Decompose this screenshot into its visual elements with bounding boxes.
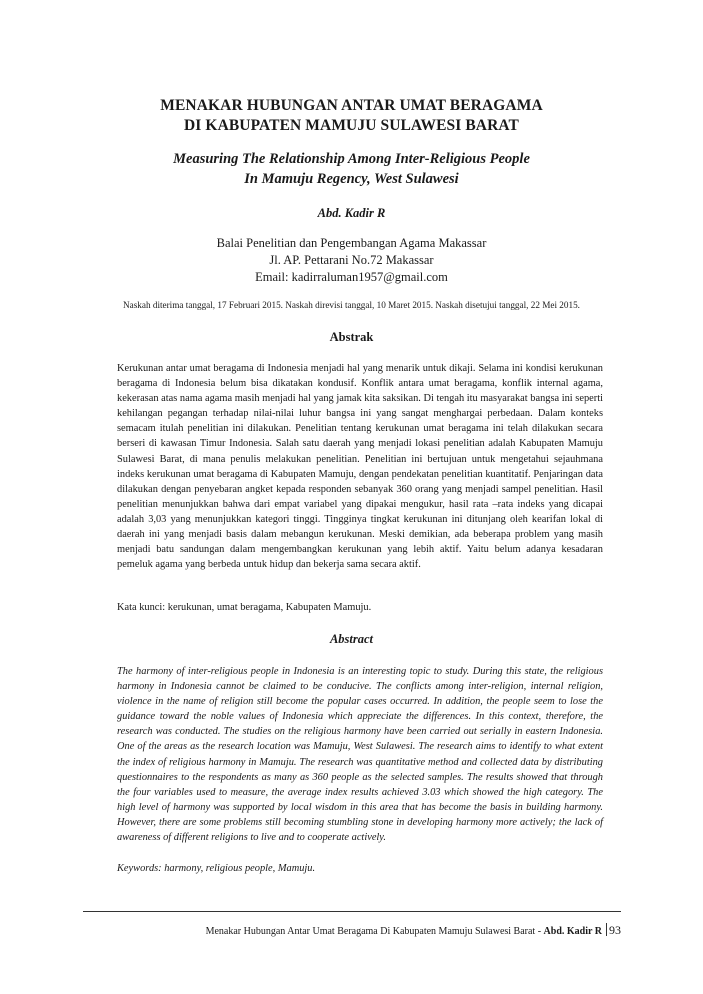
keywords: Keywords: harmony, religious people, Mamuju. bbox=[117, 863, 316, 874]
footer-separator bbox=[606, 923, 607, 936]
english-title-line-1: Measuring The Relationship Among Inter-Religious People bbox=[173, 151, 530, 167]
title-line-1: MENAKAR HUBUNGAN ANTAR UMAT BERAGAMA bbox=[160, 97, 543, 114]
page-number: 93 bbox=[609, 923, 621, 937]
page-footer bbox=[206, 923, 621, 938]
kata-kunci: Kata kunci: kerukunan, umat beragama, Kabupaten Mamuju. bbox=[117, 602, 372, 613]
english-title-line-2: In Mamuju Regency, West Sulawesi bbox=[244, 171, 459, 187]
submission-dates: Naskah diterima tanggal, 17 Februari 2015. Naskah direvisi tanggal, 10 Maret 2015. Naskah disetujui tanggal, 22 Mei 2015. bbox=[123, 300, 580, 310]
footer-divider bbox=[83, 911, 621, 912]
affiliation-email: Email: kadirraluman1957@gmail.com bbox=[255, 270, 448, 284]
footer-author: Abd. Kadir R bbox=[543, 926, 602, 937]
title-line-2: DI KABUPATEN MAMUJU SULAWESI BARAT bbox=[184, 117, 519, 134]
abstrak-body: Kerukunan antar umat beragama di Indonesia menjadi hal yang menarik untuk dikaji. Selama ini kondisi kerukunan beragama di Indonesia belum bisa dikatakan kondusif. Konflik antara umat beragama, konflik internal agama, kekerasan atas nama agama masih menjadi hal yang jamak kita saksikan. Di tengah itu masyarakat bangsa ini seperti kehilangan pegangan terhadap nilai-nilai luhur bangsa ini yang sangat menghargai perbedaan. Dalam konteks semacam itulah penelitian ini dilakukan. Penelitian tentang kerukunan umat beragama ini telah dilakukan secara berseri di kawasan Timur Indonesia. Salah satu daerah yang menjadi lokasi penelitian adalah Kabupaten Mamuju Sulawesi Barat, di mana penulis melakukan penelitian. Penelitian ini bertujuan untuk mengetahui sejauhmana indeks kerukunan umat beragama di Kabupaten Mamuju, dengan pendekatan penelitian kuantitatif. Penjaringan data dilakukan dengan penyebaran angket kepada responden sebanyak 360 orang yang menjadi sampel penelitian. Hasil penelitian menunjukkan bahwa dari empat variabel yang dipakai mengukur, hasil rata –rata indeks yang dicapai adalah 3,03 yang menunjukkan kategori tinggi. Tingginya tingkat kerukunan ini ditunjang oleh kearifan lokal di daerah ini yang menjadi basis dalam mebangun kerukunan. Meski demikian, ada beberapa problem yang masih menjadi batu sandungan dalam mengembangkan kerukunan yang lebih aktif. Yaitu belum adanya kesadaran pemeluk agama yang berbeda untuk hidup dan bekerja sama secara aktif. bbox=[117, 363, 603, 571]
affiliation-institution: Balai Penelitian dan Pengembangan Agama Makassar bbox=[216, 236, 487, 250]
footer-running-title: Menakar Hubungan Antar Umat Beragama Di Kabupaten Mamuju Sulawesi Barat - bbox=[205, 926, 544, 937]
author-name: Abd. Kadir R bbox=[317, 206, 386, 220]
affiliation-address: Jl. AP. Pettarani No.72 Makassar bbox=[269, 253, 434, 267]
abstrak-heading: Abstrak bbox=[329, 330, 374, 344]
abstract-body: The harmony of inter-religious people in Indonesia is an interesting topic to study. During this state, the religious harmony in Indonesia cannot be claimed to be conducive. The conflicts among inter-religion, internal religion, violence in the name of religion still become the popular cases occurred. In addition, the people seem to lose the guidance toward the noble values of Indonesia which appreciate the differences. In this context, therefore, the research was conducted. The studies on the religious harmony have been carried out serially in eastern Indonesia. One of the areas as the research location was Mamuju, West Sulawesi. The research aims to identify to what extent the index of religious harmony in Mamuju. The research was quantitative method and collected data by distributing questionnaires to the respondents as many as 360 people as the selected samples. The results showed that through the four variables used to measure, the average index results achieved 3.03 which showed the high category. The high level of harmony was supported by local wisdom in this area that has become the basis in building harmony. However, there are some problems still becoming stumbling stone in developing harmony more actively; the lack of awareness of different religions to live and to cooperate actively. bbox=[117, 666, 603, 844]
abstract-heading: Abstract bbox=[329, 632, 374, 646]
